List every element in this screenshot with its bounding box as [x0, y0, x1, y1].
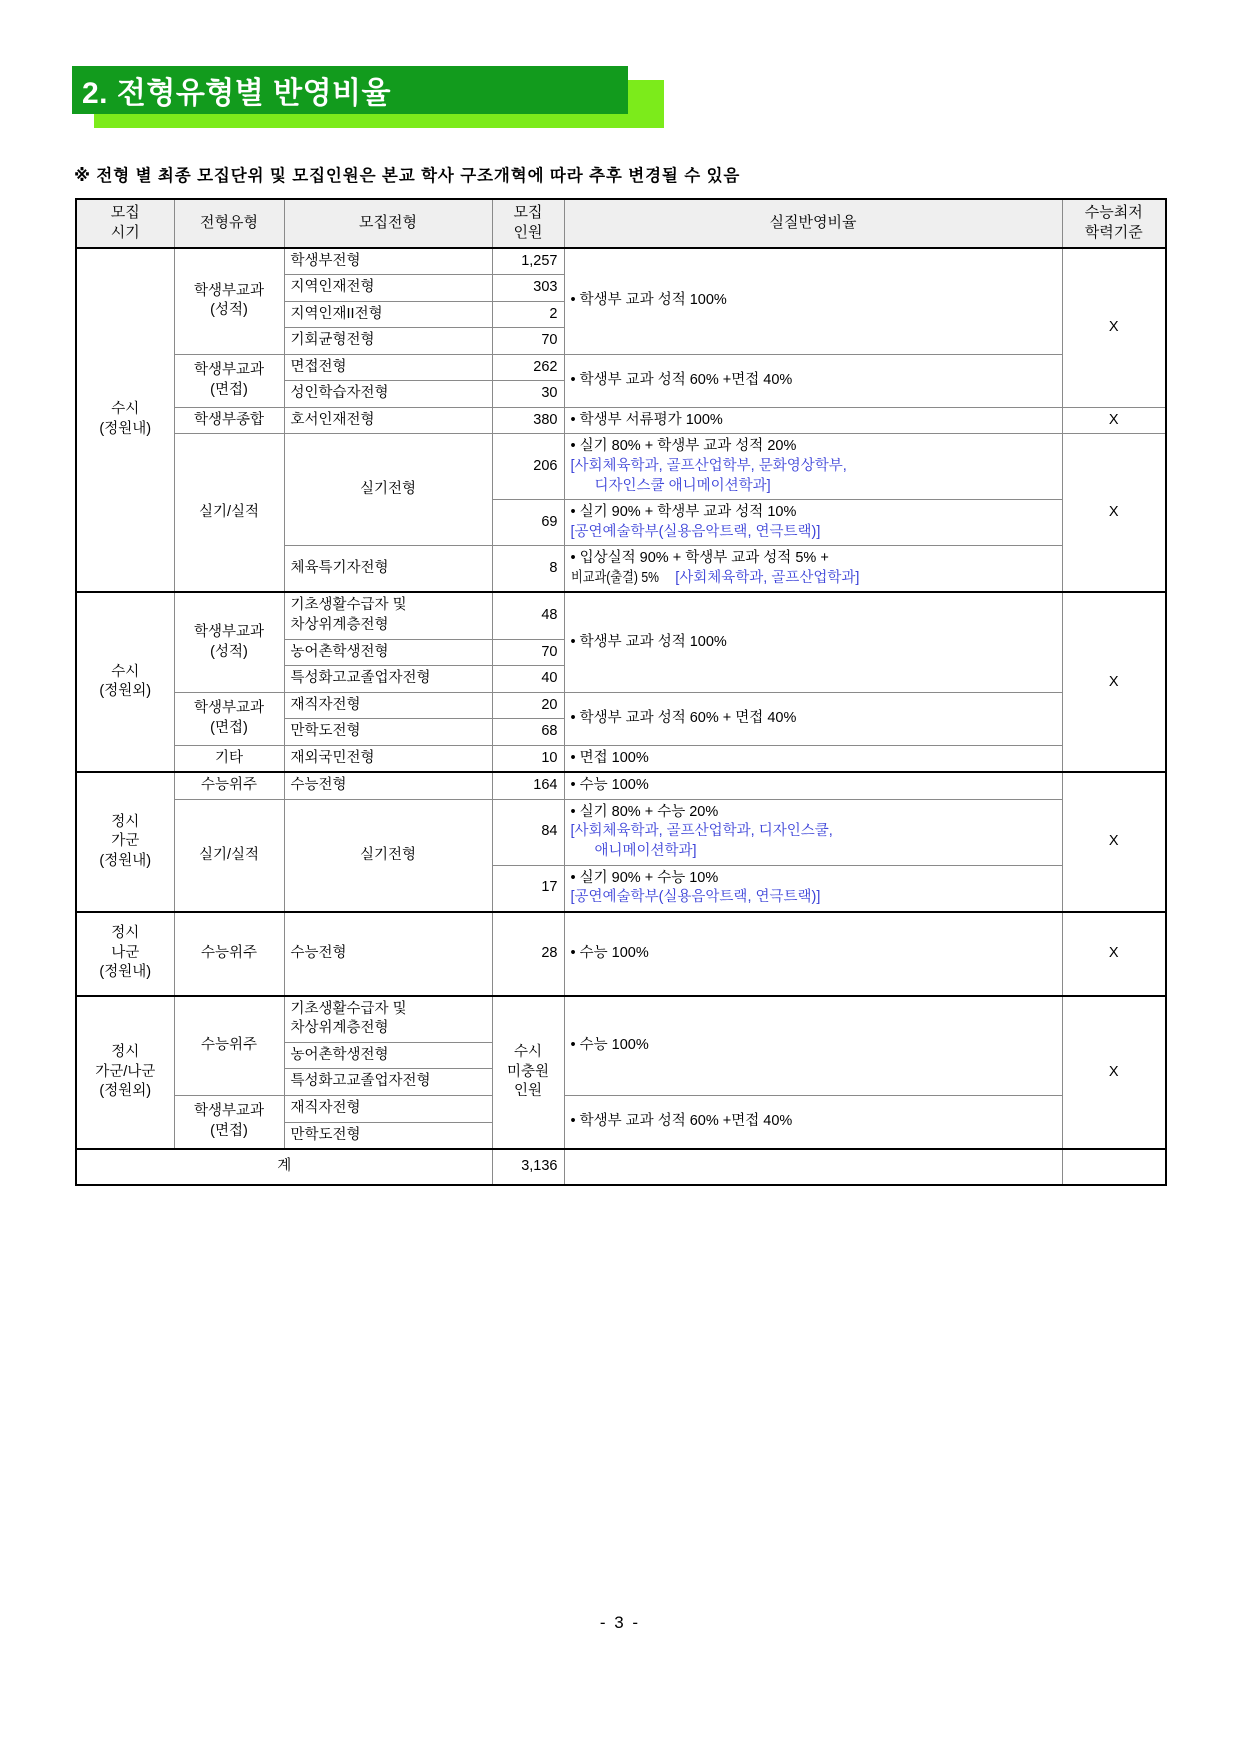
cell-type: 기타: [174, 745, 284, 772]
cell-quota: 380: [492, 407, 564, 434]
table-row: [76, 745, 1166, 772]
cell-ratio: • 학생부 서류평가 100%: [564, 407, 1062, 434]
cell-quota: 48: [492, 592, 564, 639]
cell-track: 특성화고교졸업자전형: [284, 1069, 492, 1096]
page-title: 2. 전형유형별 반영비율: [82, 77, 392, 110]
cell-total-quota: 3,136: [492, 1149, 564, 1185]
note-text: ※ 전형 별 최종 모집단위 및 모집인원은 본교 학사 구조개혁에 따라 추후 변경될 수 있음: [74, 167, 741, 185]
table-row: [76, 996, 1166, 1043]
cell-min: X: [1062, 592, 1166, 772]
cell-total-label: 계: [76, 1149, 492, 1185]
table-row: [76, 912, 1166, 996]
header-track: 모집전형: [284, 199, 492, 248]
cell-ratio: • 면접 100%: [564, 745, 1062, 772]
title-bar: [72, 66, 628, 114]
cell-ratio: • 학생부 교과 성적 100%: [564, 592, 1062, 692]
cell-ratio: • 학생부 교과 성적 100%: [564, 248, 1062, 355]
table-row: [76, 407, 1166, 434]
cell-track: 수능전형: [284, 912, 492, 996]
cell-period: 수시 (정원외): [76, 592, 174, 772]
header-type: 전형유형: [174, 199, 284, 248]
cell-min: X: [1062, 248, 1166, 408]
cell-quota: 17: [492, 865, 564, 912]
cell-ratio: • 수능 100%: [564, 772, 1062, 799]
cell-type: 학생부종합: [174, 407, 284, 434]
cell-period: 정시 가군 (정원내): [76, 772, 174, 911]
cell-quota: 70: [492, 328, 564, 355]
cell-track: 실기전형: [284, 799, 492, 911]
cell-ratio: • 학생부 교과 성적 60% +면접 40%: [564, 1095, 1062, 1149]
admissions-table-wrap: [75, 198, 1165, 1186]
table-header: [76, 199, 1166, 248]
table-row: [76, 772, 1166, 799]
cell-ratio: • 실기 80% + 학생부 교과 성적 20% [사회체육학과, 골프산업학부, 문화영상학부, 디자인스쿨 애니메이션학과]: [564, 434, 1062, 500]
cell-total-ratio: [564, 1149, 1062, 1185]
cell-quota: 206: [492, 434, 564, 500]
cell-quota: 1,257: [492, 248, 564, 275]
cell-min: X: [1062, 996, 1166, 1149]
section-title: [72, 66, 642, 128]
cell-track: 체육특기자전형: [284, 546, 492, 593]
cell-track: 수능전형: [284, 772, 492, 799]
cell-track: 호서인재전형: [284, 407, 492, 434]
admissions-table: [75, 198, 1167, 1186]
cell-track: 특성화고교졸업자전형: [284, 666, 492, 693]
cell-track: 실기전형: [284, 434, 492, 546]
header-ratio: 실질반영비율: [564, 199, 1062, 248]
cell-track: 농어촌학생전형: [284, 639, 492, 666]
cell-quota: 262: [492, 354, 564, 381]
cell-track: 재직자전형: [284, 692, 492, 719]
cell-ratio: • 학생부 교과 성적 60% + 면접 40%: [564, 692, 1062, 745]
cell-ratio: • 실기 80% + 수능 20% [사회체육학과, 골프산업학과, 디자인스쿨, 애니메이션학과]: [564, 799, 1062, 865]
cell-quota: 84: [492, 799, 564, 865]
cell-min: X: [1062, 772, 1166, 911]
cell-total-min: [1062, 1149, 1166, 1185]
cell-quota: 68: [492, 719, 564, 746]
cell-track: 기초생활수급자 및 차상위계층전형: [284, 996, 492, 1043]
cell-quota: 164: [492, 772, 564, 799]
cell-quota: 303: [492, 275, 564, 302]
page-number: - 3 -: [599, 1613, 641, 1632]
cell-type: 실기/실적: [174, 799, 284, 911]
cell-track: 만학도전형: [284, 1122, 492, 1149]
cell-quota: 40: [492, 666, 564, 693]
cell-track: 성인학습자전형: [284, 381, 492, 408]
table-row: [76, 248, 1166, 275]
cell-min: X: [1062, 912, 1166, 996]
cell-track: 재직자전형: [284, 1095, 492, 1122]
cell-min: X: [1062, 407, 1166, 434]
cell-track: 지역인재전형: [284, 275, 492, 302]
cell-quota: 10: [492, 745, 564, 772]
cell-quota: 2: [492, 301, 564, 328]
cell-type: 학생부교과 (면접): [174, 1095, 284, 1149]
nonsubject-label: 비교과(출결) 5%: [570, 569, 659, 586]
cell-period: 정시 나군 (정원내): [76, 912, 174, 996]
cell-quota: 8: [492, 546, 564, 593]
table-body: [76, 248, 1166, 1186]
cell-ratio: • 수능 100%: [564, 996, 1062, 1096]
cell-type: 학생부교과 (성적): [174, 248, 284, 355]
cell-ratio: • 입상실적 90% + 학생부 교과 성적 5% + 비교과(출결) 5% [사회체육학과, 골프산업학과]: [564, 546, 1062, 593]
cell-type: 학생부교과 (성적): [174, 592, 284, 692]
table-row: [76, 1095, 1166, 1122]
cell-track: 기초생활수급자 및 차상위계층전형: [284, 592, 492, 639]
cell-track: 농어촌학생전형: [284, 1042, 492, 1069]
cell-type: 실기/실적: [174, 434, 284, 592]
cell-quota: 28: [492, 912, 564, 996]
header-quota: 모집 인원: [492, 199, 564, 248]
cell-type: 수능위주: [174, 912, 284, 996]
cell-ratio: • 수능 100%: [564, 912, 1062, 996]
table-row: [76, 799, 1166, 865]
cell-track: 기회균형전형: [284, 328, 492, 355]
cell-quota: 70: [492, 639, 564, 666]
cell-track: 학생부전형: [284, 248, 492, 275]
cell-period: 정시 가군/나군 (정원외): [76, 996, 174, 1149]
cell-type: 학생부교과 (면접): [174, 354, 284, 407]
cell-quota: 20: [492, 692, 564, 719]
header-min: 수능최저 학력기준: [1062, 199, 1166, 248]
cell-quota: 30: [492, 381, 564, 408]
table-row: [76, 354, 1166, 381]
cell-type: 수능위주: [174, 772, 284, 799]
cell-min: X: [1062, 434, 1166, 592]
cell-ratio: • 실기 90% + 수능 10% [공연예술학부(실용음악트랙, 연극트랙)]: [564, 865, 1062, 912]
cell-ratio: • 학생부 교과 성적 60% +면접 40%: [564, 354, 1062, 407]
cell-quota: 수시 미충원 인원: [492, 996, 564, 1149]
cell-track: 만학도전형: [284, 719, 492, 746]
cell-track: 지역인재II전형: [284, 301, 492, 328]
cell-ratio: • 실기 90% + 학생부 교과 성적 10% [공연예술학부(실용음악트랙, 연극트랙)]: [564, 500, 1062, 546]
table-row: [76, 434, 1166, 500]
table-row: [76, 592, 1166, 639]
table-row-total: [76, 1149, 1166, 1185]
cell-type: 학생부교과 (면접): [174, 692, 284, 745]
header-period: 모집 시기: [76, 199, 174, 248]
dept-list: [사회체육학과, 골프산업학과]: [675, 569, 860, 586]
cell-type: 수능위주: [174, 996, 284, 1096]
cell-quota: 69: [492, 500, 564, 546]
cell-track: 면접전형: [284, 354, 492, 381]
table-row: [76, 692, 1166, 719]
cell-period: 수시 (정원내): [76, 248, 174, 593]
cell-track: 재외국민전형: [284, 745, 492, 772]
